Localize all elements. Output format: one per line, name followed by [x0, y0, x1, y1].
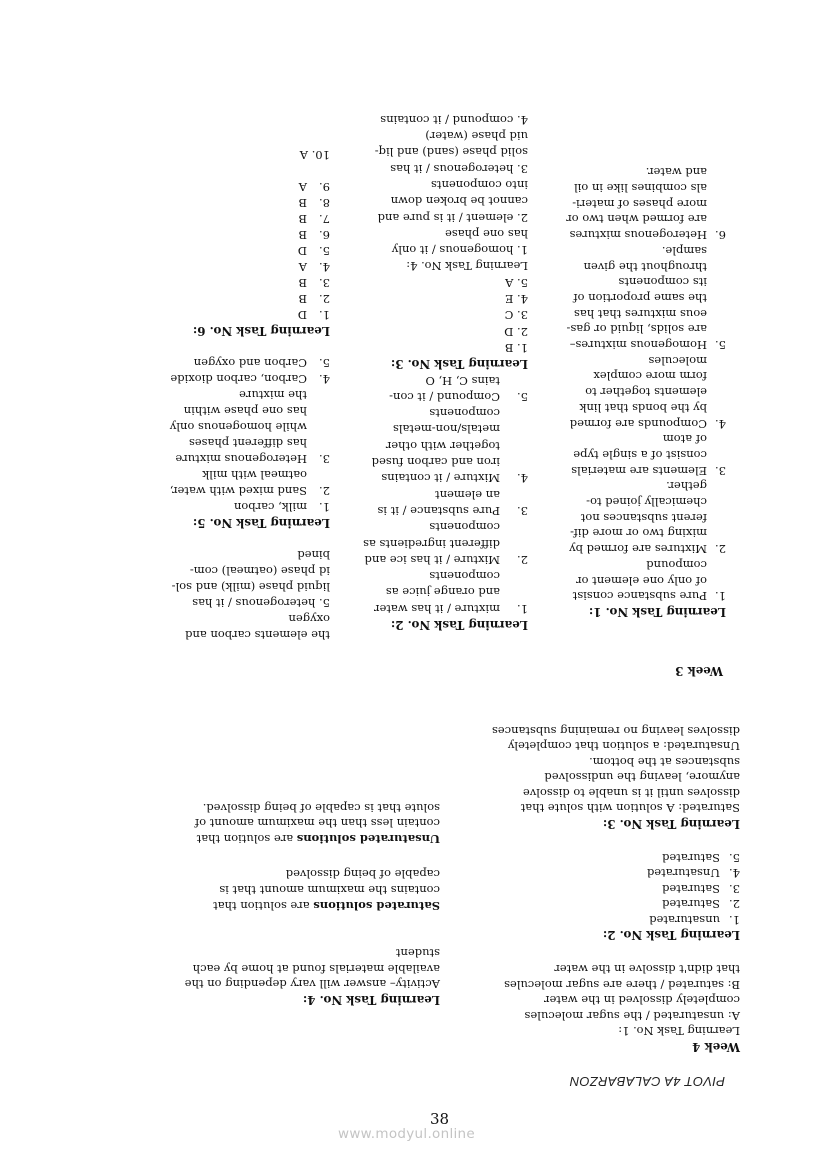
answer-item [333, 405, 528, 486]
text-line: components [429, 406, 500, 421]
learning-task-heading: Learning Task No. 3: [602, 816, 740, 831]
item-number: 5. [517, 389, 528, 404]
text-line: together with other [385, 438, 500, 453]
text-line: 1. homogenous / it only [391, 243, 528, 258]
text-line: B: saturated / there are sugar molecules [504, 977, 740, 992]
header-brand: PIVOT 4A CALABARZON [569, 1074, 725, 1089]
text-line: Pure substance / it is [377, 503, 500, 518]
text-line: of only one element or [576, 573, 707, 588]
section-block [333, 372, 528, 633]
item-text [90, 371, 307, 387]
text-line: Carbon and oxygen [193, 356, 307, 370]
item-number: 4. [729, 866, 740, 881]
answer-item [440, 880, 740, 895]
learning-task-heading: Learning Task No. 4: [406, 259, 528, 274]
text-line: Heterogenous mixtures [569, 228, 707, 243]
text-line: has different phases [188, 436, 307, 450]
answer-item [440, 896, 740, 911]
text-line: completely dissolved in the water [544, 993, 740, 1008]
answer-item [440, 911, 740, 926]
text-line: components [429, 520, 500, 535]
text-line: metals/non-metals [392, 422, 500, 437]
answer-item [90, 195, 330, 211]
term-definition: are solution that [213, 898, 314, 913]
text-line: and orange juice as [385, 585, 500, 600]
text-line: A: unsaturated / the sugar molecules [524, 1008, 740, 1023]
answer-item [90, 467, 330, 499]
learning-task-heading: Learning Task No. 6: [192, 324, 330, 338]
text-line: Mixtures are formed by [569, 542, 707, 557]
text-line: Unsaturated [646, 866, 720, 881]
text-line: bined [297, 548, 330, 562]
text-line: sample. [661, 243, 707, 258]
text-line: 4. compound / it contains [380, 112, 528, 127]
text-line: Sand mixed with water, [169, 484, 307, 498]
learning-task-heading: Learning Task No. 5: [192, 516, 330, 530]
text-line: capable of being dissolved [285, 867, 440, 882]
text-line: gether. [666, 479, 707, 494]
answer-item [440, 850, 740, 865]
text-line: form more complex [593, 369, 707, 384]
text-line: contains the maximum amount that is [219, 883, 440, 898]
text-line: dissolves leaving no remaining substances [491, 724, 740, 739]
text-line: B [298, 212, 307, 226]
text-line: are solids, liquid or gas- [566, 322, 707, 337]
item-text [333, 519, 500, 568]
text-line: iron and carbon fused [371, 455, 500, 470]
item-number: 2. [517, 552, 528, 567]
item-number: 9. [319, 180, 330, 194]
item-text [90, 211, 307, 227]
text-line: B [298, 196, 307, 210]
text-line: an element [435, 487, 500, 502]
text-line: Mixture / it contains [381, 471, 500, 486]
item-text [333, 372, 500, 405]
text-line: Unsaturated: a solution that completely [507, 739, 740, 754]
item-number: 5. [319, 244, 330, 258]
text-line: 5. A [505, 275, 528, 290]
answer-item [333, 486, 528, 519]
item-number: 1. [319, 308, 330, 322]
item-text [90, 243, 307, 259]
item-number: 5. [715, 338, 726, 353]
item-number: 1. [319, 500, 330, 514]
text-line: uid phase (water) [425, 129, 528, 144]
item-number: 2. [319, 484, 330, 498]
answer-item [556, 242, 726, 352]
text-line: molecules [648, 353, 707, 368]
text-line: D [297, 244, 307, 258]
item-number: 8. [319, 196, 330, 210]
text-line: the same proportion of [573, 290, 707, 305]
text-line: Saturated [662, 850, 720, 865]
text-line: mixing two or more dif- [570, 526, 707, 541]
item-text [90, 387, 307, 467]
answer-item [333, 372, 528, 405]
item-number: 5. [729, 850, 740, 865]
text-line: has one phase within [183, 404, 307, 418]
item-number: 3. [319, 452, 330, 466]
item-text [440, 865, 720, 880]
item-number: 1. [715, 589, 726, 604]
answer-item [90, 227, 330, 243]
text-line: 4. E [504, 292, 528, 307]
watermark: www.modyul.online [338, 1126, 476, 1142]
answer-item [90, 179, 330, 195]
text-line: into components [431, 177, 528, 192]
text-line: 3. C [504, 308, 528, 323]
item-number: 6. [319, 228, 330, 242]
text-line: Activity– answer will vary depending on the [184, 977, 440, 992]
item-text [556, 164, 707, 243]
answer-item [440, 865, 740, 880]
text-line: Saturated [662, 897, 720, 912]
item-number: 1. [517, 601, 528, 616]
week3-column-1 [556, 164, 726, 619]
text-line: Heterogenous mixture [175, 452, 307, 466]
answer-item [556, 431, 726, 478]
item-number: 5. [319, 356, 330, 370]
text-line: Carbon, carbon dioxide [170, 372, 307, 386]
item-text [440, 896, 720, 911]
text-line: Compound / it con- [389, 389, 500, 404]
bold-term: Saturated solutions [313, 898, 440, 913]
answer-item [90, 291, 330, 307]
item-number: 3. [319, 276, 330, 290]
item-text [90, 355, 307, 371]
section-block [440, 723, 740, 831]
text-line: throughout the given [583, 259, 707, 274]
item-number: 4. [517, 471, 528, 486]
text-line: B [298, 228, 307, 242]
text-line: the mixture [239, 388, 307, 402]
text-line: has one phase [445, 226, 528, 241]
section-block [120, 945, 440, 1007]
week3-column-2 [333, 112, 528, 634]
text-line: 5. heterogenous / it has [192, 596, 330, 610]
item-number: 3. [729, 881, 740, 896]
text-line: Homogenous mixtures– [569, 338, 707, 353]
week4-column-1 [440, 723, 740, 1038]
section-block [556, 164, 726, 619]
text-line: available materials found at home by each [192, 961, 440, 976]
item-number: 3. [517, 503, 528, 518]
text-line: solid phase (sand) and liq- [374, 145, 528, 160]
answer-item [90, 499, 330, 515]
text-line: Pure substance consist [572, 589, 707, 604]
answer-item [333, 568, 528, 617]
item-text [556, 478, 707, 557]
item-number: 4. [319, 372, 330, 386]
section-block [120, 799, 440, 846]
item-text [440, 911, 720, 926]
text-line: anymore, leaving the undissolved [544, 770, 740, 785]
learning-task-heading: Learning Task No. 4: [302, 993, 440, 1007]
answer-item [90, 355, 330, 371]
text-line: B [298, 292, 307, 306]
section-block [90, 147, 330, 339]
text-line: substances at the bottom. [589, 754, 740, 769]
week3-title: Week 3 [675, 664, 723, 678]
section-block [90, 355, 330, 531]
text-line: of atom [662, 432, 707, 447]
item-text [90, 179, 307, 195]
item-text [556, 556, 707, 603]
answer-item [90, 243, 330, 259]
section-block [440, 850, 740, 942]
item-number: 1. [729, 912, 740, 927]
text-line: oatmeal with milk [202, 468, 307, 482]
learning-task-heading: Learning Task No. 3: [390, 357, 528, 372]
section-block [333, 274, 528, 372]
item-text [556, 352, 707, 431]
learning-task-heading: Learning Task No. 2: [390, 618, 528, 632]
week3-column-3 [90, 147, 330, 643]
text-line: id phase (oatmeal) com- [189, 564, 330, 578]
term-definition: are solution that [196, 831, 297, 846]
learning-task-heading: Learning Task No. 1: [588, 605, 726, 619]
section-block [440, 961, 740, 1038]
item-number: 2. [715, 542, 726, 557]
text-line: more phases of materi- [572, 196, 707, 211]
answer-item [90, 275, 330, 291]
text-line: Mixture / it has ice and [364, 552, 500, 567]
answer-item [90, 371, 330, 387]
bold-term: Unsaturated solutions [296, 831, 440, 846]
answer-item [90, 259, 330, 275]
text-line [120, 897, 440, 913]
text-line: tains C, H, O [425, 373, 500, 388]
text-line: unsaturated [649, 912, 720, 927]
text-line: different ingredients as [363, 536, 500, 551]
text-line: while homogenous only [169, 420, 307, 434]
text-line: 3. heterogenous / it has [390, 161, 528, 176]
item-text [556, 242, 707, 352]
text-line: student [395, 946, 440, 961]
text-line: liquid phase (milk) and sol- [171, 580, 330, 594]
item-number: 6. [715, 228, 726, 243]
item-number: 2. [729, 897, 740, 912]
item-text [90, 227, 307, 243]
answer-item [556, 478, 726, 557]
item-text [90, 291, 307, 307]
text-line: the elements carbon and [185, 628, 330, 642]
text-line: 2. D [504, 324, 528, 339]
text-line [120, 830, 440, 846]
text-line: its components [618, 275, 707, 290]
text-line: A [298, 260, 307, 274]
text-line: A [298, 180, 307, 194]
learning-task-heading: Learning Task No. 2: [602, 927, 740, 942]
item-number: 7. [319, 212, 330, 226]
text-line: D [297, 308, 307, 322]
text-line: by the bonds that link [579, 400, 707, 415]
learning-task-heading: Learning Task No. 1: [618, 1024, 740, 1038]
text-line: 1. B [504, 340, 528, 355]
answer-item [333, 519, 528, 568]
item-text [333, 568, 500, 617]
answer-item [90, 211, 330, 227]
item-number: 3. [715, 463, 726, 478]
item-text [90, 307, 307, 323]
answer-item [556, 352, 726, 431]
section-block [90, 547, 330, 643]
text-line: elements together to [585, 385, 707, 400]
answer-item [556, 556, 726, 603]
text-line: compound [646, 557, 707, 572]
text-line: dissolves until it is unable to dissolve [522, 785, 740, 800]
item-text [90, 195, 307, 211]
item-number: 4. [715, 416, 726, 431]
text-line: eous mixtures that has [574, 306, 707, 321]
text-line: milk, carbon [233, 500, 307, 514]
item-text [440, 880, 720, 895]
item-number: 4. [319, 260, 330, 274]
section-block [120, 866, 440, 913]
text-line: Compounds are formed [569, 416, 707, 431]
text-line: ferent substances not [580, 510, 707, 525]
text-line: components [429, 569, 500, 584]
text-line: B [298, 276, 307, 290]
answer-item: 10. A [299, 148, 330, 162]
answer-item [90, 387, 330, 467]
text-line: cannot be broken down [390, 194, 528, 209]
item-text [90, 499, 307, 515]
text-line: oxygen [288, 612, 330, 626]
text-line: contain less than the maximum amount of [194, 816, 440, 831]
answer-item [556, 164, 726, 243]
item-text [90, 467, 307, 499]
item-text [440, 850, 720, 865]
item-text [333, 405, 500, 486]
text-line: solute that is capable of being dissolved. [202, 800, 440, 815]
text-line: als combines like in oil [574, 181, 707, 196]
item-text [90, 259, 307, 275]
week4-column-2 [120, 799, 440, 1007]
text-line: mixture / it has water [374, 601, 500, 616]
section-block [333, 112, 528, 275]
text-line: Saturated: A solution with solute that [520, 801, 740, 816]
text-line: chemically joined to- [586, 495, 707, 510]
item-text [333, 486, 500, 519]
item-number: 2. [319, 292, 330, 306]
text-line: are formed when two or [566, 212, 707, 227]
text-line: and water. [645, 165, 707, 180]
text-line: that didn't dissolve in the water [554, 962, 740, 977]
week4-title: Week 4 [692, 1040, 740, 1054]
text-line: Saturated [662, 881, 720, 896]
page-number: 38 [430, 1110, 450, 1128]
item-text [556, 431, 707, 478]
text-line: Elements are materials [571, 463, 707, 478]
text-line: consist of a single type [573, 447, 707, 462]
item-text [90, 275, 307, 291]
answer-item [90, 307, 330, 323]
text-line: 2. element / it is pure and [377, 210, 528, 225]
